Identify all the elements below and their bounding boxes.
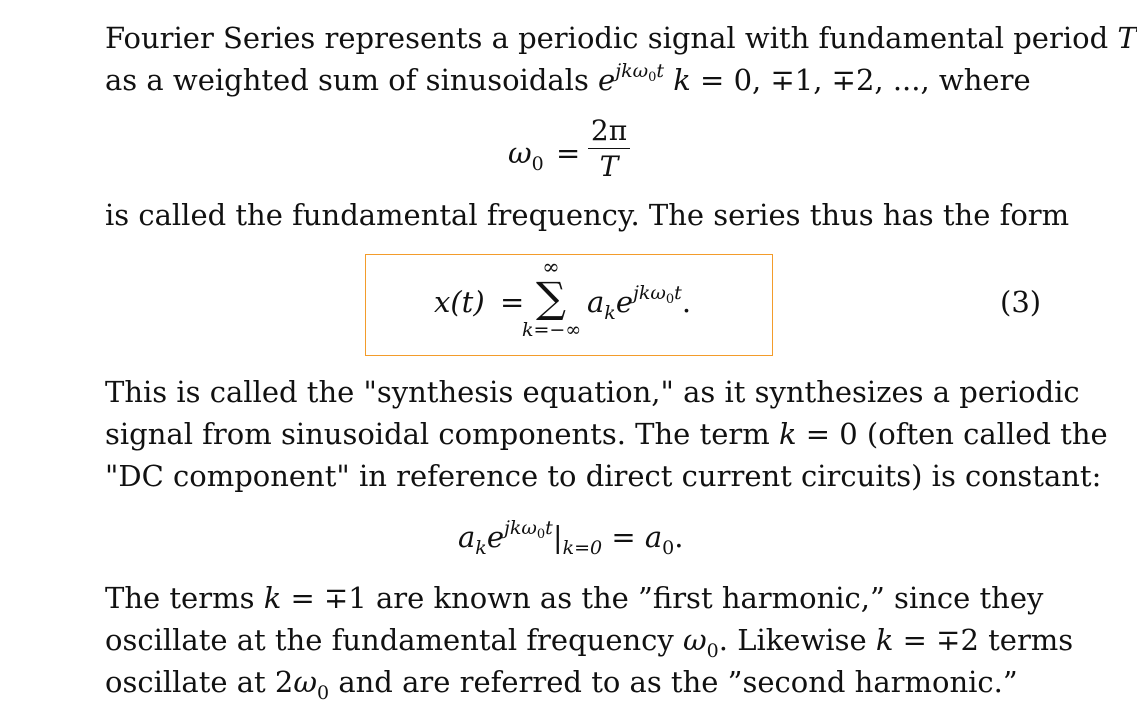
equation-3-term: $a_ke^{jk\omega_0t}$. [587,282,692,324]
paragraph-3-line-1: This is called the "synthesis equation," as it synthesizes a periodic [105,375,1080,409]
sum-lower-limit: k=−∞ [522,319,582,341]
text: = 0 (often called the [796,417,1108,451]
paragraph-1-line-2 [105,62,1031,98]
omega-definition [0,116,1122,188]
paragraph-3-line-2 [105,416,1108,452]
sigma-symbol: ∑ [536,273,566,322]
denominator: T [599,150,619,183]
k-values: = 0, ∓1, ∓2, ..., where [690,63,1031,97]
text: as a weighted sum of sinusoidals [105,63,599,97]
paragraph-1-line-1 [105,20,1137,56]
text: Fourier Series represents a periodic signal with fundamental period [105,21,1118,55]
sum-upper-limit: ∞ [542,255,560,279]
paragraph-4-line-1: The terms k = ∓1 are known as the ”first harmonic,” since they [105,581,1044,615]
paragraph-4-line-2: oscillate at the fundamental frequency $\omega_0$. Likewise k = ∓2 terms [105,623,1074,662]
period-variable: T [1117,21,1137,55]
fraction-bar [588,148,630,149]
paragraph-2: is called the fundamental frequency. The series thus has the form [105,198,1070,232]
equation-3-equals: = [500,285,525,319]
numerator: 2π [590,114,628,147]
paragraph-3-line-3: "DC component" in reference to direct current circuits) is constant: [105,459,1102,493]
omega-lhs: $\omega_0$ [508,136,544,175]
dc-component-equation: $a_ke^{jk\omega_0t}|_{k=0} = a_0$. [458,517,684,559]
text: signal from sinusoidal components. The term [105,417,779,451]
equals-sign: = [556,136,581,170]
k-variable: k [778,417,797,451]
exp-base: e [598,63,616,97]
summation [522,255,582,341]
k-variable: k [673,63,691,97]
equation-number: (3) [1000,285,1042,319]
fraction [588,116,630,182]
equation-3-lhs: x(t) [434,285,485,319]
paragraph-4-line-3: oscillate at $2\omega_0$ and are referred to as the ”second harmonic.” [105,665,1018,704]
exp-superscript: jkω0t [615,60,665,85]
